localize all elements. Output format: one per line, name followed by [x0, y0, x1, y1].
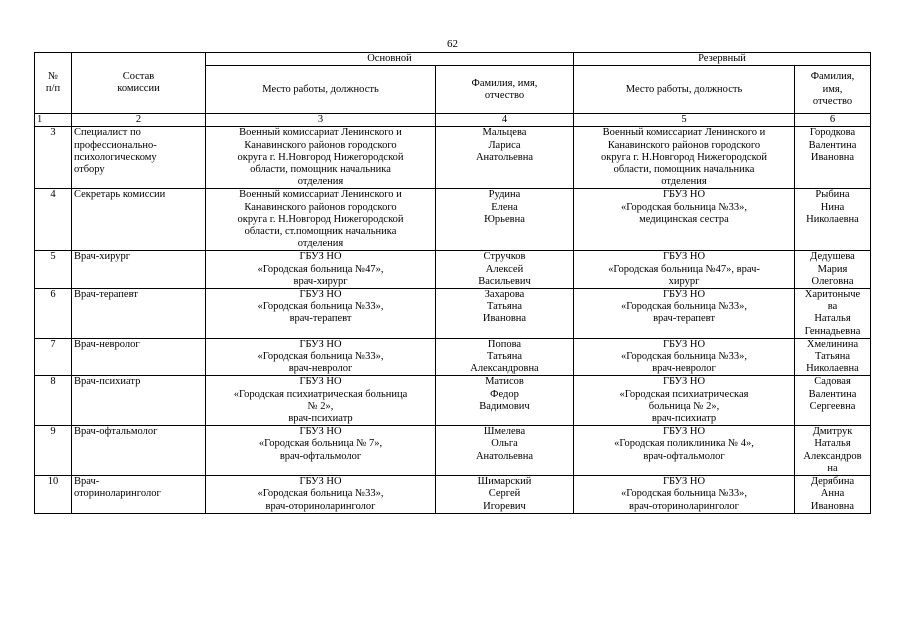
main-workplace-cell: ГБУЗ НО «Городская больница №33», врач-невролог: [206, 338, 436, 376]
main-name-cell: Шимарский Сергей Игоревич: [436, 476, 574, 514]
row-number: 8: [35, 376, 72, 426]
main-name-cell: Захарова Татьяна Ивановна: [436, 289, 574, 339]
table-row: [35, 251, 871, 289]
role-cell: Врач-офтальмолог: [72, 426, 206, 476]
reserve-name-cell: Городкова Валентина Ивановна: [795, 127, 871, 189]
reserve-workplace-cell: ГБУЗ НО «Городская больница №33», врач-оториноларинголог: [574, 476, 795, 514]
col-number: 6: [795, 114, 871, 127]
header-reserve-name: Фамилия, имя, отчество: [795, 66, 871, 114]
header-main-name: Фамилия, имя, отчество: [436, 66, 574, 114]
main-name-cell: Стручков Алексей Васильевич: [436, 251, 574, 289]
main-workplace-cell: Военный комиссариат Ленинского и Канавинского районов городского округа г. Н.Новгород Нижегородской области, ст.помощник начальника отделения: [206, 189, 436, 251]
main-workplace-cell: ГБУЗ НО «Городская психиатрическая больница № 2», врач-психиатр: [206, 376, 436, 426]
main-workplace-cell: ГБУЗ НО «Городская больница №47», врач-хирург: [206, 251, 436, 289]
reserve-name-cell: Дедушева Мария Олеговна: [795, 251, 871, 289]
main-name-cell: Попова Татьяна Александровна: [436, 338, 574, 376]
header-row-numbers: [35, 114, 871, 127]
table-row: [35, 476, 871, 514]
header-main-group: Основной: [206, 53, 574, 66]
header-main-workplace: Место работы, должность: [206, 66, 436, 114]
main-workplace-cell: ГБУЗ НО «Городская больница №33», врач-терапевт: [206, 289, 436, 339]
table-row: [35, 127, 871, 189]
reserve-workplace-cell: ГБУЗ НО «Городская психиатрическая больница № 2», врач-психиатр: [574, 376, 795, 426]
reserve-workplace-cell: ГБУЗ НО «Городская больница №33», медицинская сестра: [574, 189, 795, 251]
role-cell: Специалист по профессионально- психологическому отбору: [72, 127, 206, 189]
header-row-groups: [35, 53, 871, 66]
header-composition: Состав комиссии: [72, 53, 206, 114]
row-number: 6: [35, 289, 72, 339]
row-number: 7: [35, 338, 72, 376]
reserve-workplace-cell: ГБУЗ НО «Городская поликлиника № 4», врач-офтальмолог: [574, 426, 795, 476]
commission-table: [34, 52, 871, 514]
role-cell: Врач-терапевт: [72, 289, 206, 339]
main-workplace-cell: ГБУЗ НО «Городская больница №33», врач-оториноларинголог: [206, 476, 436, 514]
role-cell: Секретарь комиссии: [72, 189, 206, 251]
role-cell: Врач-невролог: [72, 338, 206, 376]
col-number: 4: [436, 114, 574, 127]
main-name-cell: Мальцева Лариса Анатольевна: [436, 127, 574, 189]
col-number: 3: [206, 114, 436, 127]
col-number: 2: [72, 114, 206, 127]
header-reserve-group: Резервный: [574, 53, 871, 66]
table-row: [35, 338, 871, 376]
reserve-workplace-cell: ГБУЗ НО «Городская больница №33», врач-невролог: [574, 338, 795, 376]
reserve-name-cell: Садовая Валентина Сергеевна: [795, 376, 871, 426]
row-number: 10: [35, 476, 72, 514]
main-workplace-cell: ГБУЗ НО «Городская больница № 7», врач-офтальмолог: [206, 426, 436, 476]
table-row: [35, 289, 871, 339]
reserve-name-cell: Дерябина Анна Ивановна: [795, 476, 871, 514]
col-number: 1: [35, 114, 72, 127]
main-name-cell: Рудина Елена Юрьевна: [436, 189, 574, 251]
reserve-name-cell: Дмитрук Наталья Александров на: [795, 426, 871, 476]
table-row: [35, 189, 871, 251]
reserve-workplace-cell: ГБУЗ НО «Городская больница №33», врач-терапевт: [574, 289, 795, 339]
reserve-name-cell: Рыбина Нина Николаевна: [795, 189, 871, 251]
page-number: 62: [447, 38, 458, 50]
table-row: [35, 376, 871, 426]
row-number: 3: [35, 127, 72, 189]
row-number: 9: [35, 426, 72, 476]
reserve-workplace-cell: Военный комиссариат Ленинского и Канавинского районов городского округа г. Н.Новгород Нижегородской области, помощник начальника отделения: [574, 127, 795, 189]
main-name-cell: Матисов Федор Вадимович: [436, 376, 574, 426]
header-num: № п/п: [35, 53, 72, 114]
reserve-name-cell: Харитоныче ва Наталья Геннадьевна: [795, 289, 871, 339]
col-number: 5: [574, 114, 795, 127]
table-row: [35, 426, 871, 476]
role-cell: Врач-психиатр: [72, 376, 206, 426]
main-name-cell: Шмелева Ольга Анатольевна: [436, 426, 574, 476]
role-cell: Врач-хирург: [72, 251, 206, 289]
row-number: 4: [35, 189, 72, 251]
main-workplace-cell: Военный комиссариат Ленинского и Канавинского районов городского округа г. Н.Новгород Нижегородской области, помощник начальника отделения: [206, 127, 436, 189]
reserve-workplace-cell: ГБУЗ НО «Городская больница №47», врач- хирург: [574, 251, 795, 289]
role-cell: Врач- оториноларинголог: [72, 476, 206, 514]
row-number: 5: [35, 251, 72, 289]
header-reserve-workplace: Место работы, должность: [574, 66, 795, 114]
reserve-name-cell: Хмелинина Татьяна Николаевна: [795, 338, 871, 376]
